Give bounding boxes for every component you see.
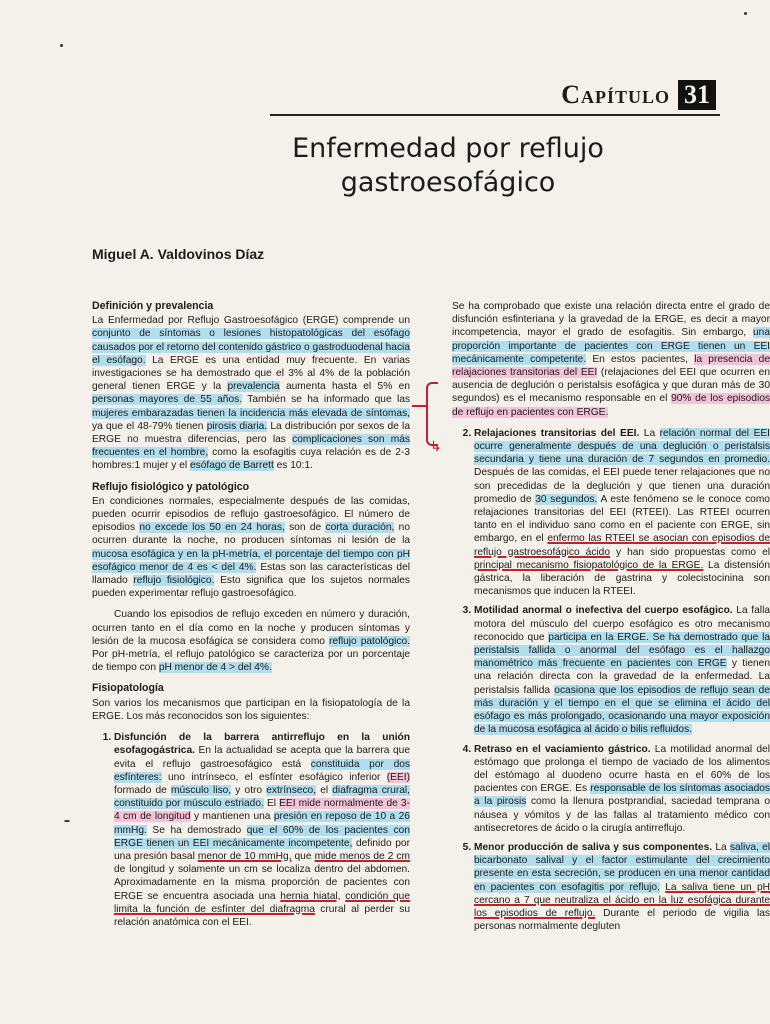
highlight: conjunto de síntomas o lesiones histopatológicas del esófago causados por el retorno del contenido gástrico o gastroduodenal hacia el esófago. — [92, 328, 410, 366]
list-item-title: Retraso en el vaciamiento gástrico. — [474, 743, 651, 755]
list-item-title: Relajaciones transitorias del EEI. — [474, 427, 640, 439]
text: y tienen una relación directa con la gravedad de la enfermedad. La peristalsis fallida — [474, 658, 770, 696]
text: A este fenómeno se le conoce como relajaciones transitorias del EEI (RTEEI). Las RTEEI ocurren tanto en el individuo sano como en el paciente con ERGE, sin embargo, en el — [474, 493, 770, 545]
underline: principal mecanismo fisiopatológico de la ERGE. — [474, 559, 704, 571]
highlight: reflujo patológico. — [328, 635, 410, 647]
underline: La saliva tiene un pH cercano a 7 que neutraliza el ácido en la luz esofágica durante los episodios de reflujo. — [474, 881, 770, 919]
highlight: participa en la ERGE. Se ha demostrado que la peristalsis fallida o anormal del esófago es el hallazgo manométrico más frecuente en pacientes con ERGE — [474, 631, 770, 670]
highlight: EEI mide normalmente de 3-4 cm de longitud — [114, 798, 410, 823]
text: La distensión gástrica, la liberación de gastrina y colecistocinina son mecanismos que inducen la RTEEI. — [474, 559, 770, 598]
paragraph-definicion — [92, 314, 410, 472]
text: intrínseco, — [191, 771, 239, 783]
text: Durante el periodo de vigilia las personas normalmente degluten — [474, 907, 770, 933]
text: formado de — [114, 784, 171, 796]
highlight: mujeres embarazadas tienen la incidencia más elevada de síntomas, — [92, 407, 410, 419]
text: uno — [161, 771, 192, 783]
mechanism-list-right — [452, 427, 770, 934]
list-item — [474, 743, 770, 835]
paragraph-reflujo-patologico — [92, 608, 410, 674]
highlight: pH menor de 4 > del 4%. — [158, 662, 272, 674]
text: Esto significa que los sujetos normales pueden experimentar reflujo gastroesofágico. — [92, 575, 410, 600]
list-item-title: Disfunción de la barrera antirreflujo en la unión esofagogástrica. — [114, 732, 410, 757]
text: ya que el 48-79% tienen — [92, 420, 207, 432]
list-item — [474, 604, 770, 736]
highlight: prevalencia — [227, 381, 280, 393]
highlight: 90% de los episodios de reflujo en pacientes con ERGE. — [452, 393, 770, 418]
highlight: músculo liso, — [170, 784, 232, 796]
author: Miguel A. Valdovinos Díaz — [92, 246, 265, 262]
chapter-title — [268, 132, 628, 200]
paragraph-reflujo-fisiologico — [92, 495, 410, 601]
highlight: esófago de Barrett — [189, 460, 274, 472]
text: La ERGE es una entidad muy frecuente. En varias investigaciones se ha demostrado que el 3% al 4% de la población general tienen ERGE y la — [92, 354, 411, 393]
text: es 10:1. — [273, 460, 313, 472]
section-heading-definicion: Definición y prevalencia — [92, 300, 214, 312]
scan-speck — [60, 44, 63, 47]
text: de longitud y solamente un cm se localiza dentro del abdomen. Aproximadamente en la misma proporción de pacientes con ERGE se encuentra asociada una — [114, 864, 410, 902]
text: En condiciones normales, especialmente después de las comidas, pueden ocurrir episodios de reflujo gastroesofágico. El número de episodios — [92, 495, 410, 534]
text: Se ha demostrado — [146, 824, 247, 836]
text: En estos pacientes, — [586, 353, 695, 365]
text: que — [291, 850, 315, 862]
highlight: 30 segundos. — [535, 493, 598, 505]
text: son de — [284, 522, 326, 534]
highlight: mucosa esofágica y en la pH-metría, el porcentaje del tiempo con pH esofágico menor de 4 es < del 4%. — [92, 548, 410, 573]
underline: mide menos de 2 cm — [314, 850, 411, 862]
highlight: presión en reposo de 10 a 26 mmHg. — [114, 811, 410, 836]
highlight: pirosis diaria. — [206, 420, 268, 432]
mechanism-list-left — [92, 731, 410, 929]
highlight: (EEI) — [386, 771, 410, 783]
scan-speck — [744, 12, 747, 15]
highlight: extrínseco, — [266, 784, 317, 796]
red-pen-bracket — [426, 382, 438, 446]
paragraph-fisiopatologia-intro: Son varios los mecanismos que participan en la fisiopatología de la ERGE. Los más reconocidos son los siguientes: — [92, 697, 410, 722]
text: como la llenura postprandial, saciedad temprana o náusea y vómitos y de las fallas al tratamiento médico con antisecretores de ácido o la cirugía antirreflujo. — [474, 796, 770, 834]
list-item-title: Motilidad anormal o inefectiva del cuerpo esofágico. — [474, 605, 733, 617]
text: La — [639, 427, 660, 439]
highlight: corta duración, — [325, 522, 395, 534]
text: (relajaciones del EEI que ocurren en ausencia de deglución o peristalsis esofágica y que duran más de 30 segundos) es el mecanismo responsable en el — [452, 367, 770, 405]
text: definido por una presión basal — [114, 837, 410, 862]
underline: hernia hiatal, — [280, 890, 341, 902]
text: Después de las comidas, el EEI puede tener relajaciones que no son precedidas de la deglución y que tienen una duración promedio de — [474, 467, 770, 505]
highlight: personas mayores de 55 años. — [92, 394, 243, 406]
highlight: saliva, el bicarbonato salival y el factor estimulante del crecimiento presente en esta secreción, se producen en una menor cantidad en pacientes con esofagitis por reflujo. — [474, 841, 770, 893]
title-line-1: Enfermedad por reflujo — [292, 133, 604, 164]
text: el esfínter esofágico inferior — [238, 771, 387, 783]
highlight: no excede los 50 en 24 horas, — [139, 522, 285, 534]
highlight: relación normal del EEI ocurre generalmente después de una deglución o peristalsis secundaria y tiene una duración de 7 segundos en promedio. — [474, 427, 770, 466]
chapter-number: 31 — [678, 80, 716, 110]
header-rule — [270, 114, 720, 116]
text: La motilidad anormal del estómago que prolonga el tiempo de vaciado de los alimentos del estómago al duodeno ocurre hasta en el 60% de los pacientes con ERGE. Es — [474, 743, 770, 795]
right-column — [452, 300, 770, 939]
text: También se ha informado que las — [242, 394, 410, 406]
underline: enfermo las RTEEI se asocian con episodios de reflujo gastroesofágico ácido — [474, 533, 770, 558]
text: La distribución por sexos de la ERGE no muestra diferencias, pero las — [92, 420, 410, 446]
text: La — [712, 841, 730, 853]
highlight: diafragma crural, constituido por músculo estriado. — [114, 784, 411, 810]
text: crural al perder su relación anatómica con el EEI. — [114, 903, 410, 928]
text: el — [316, 784, 333, 796]
highlight: complicaciones son más frecuentes en el hombre, — [92, 434, 410, 459]
text: y han sido propuestas como el — [610, 546, 770, 558]
text: y otro — [231, 784, 267, 796]
underline: menor de 10 mmHg, — [197, 850, 292, 862]
text: La falla motora del músculo del cuerpo esofágico es otro mecanismo reconocido que — [474, 605, 770, 643]
highlight: la presencia de relajaciones transitorias del EEI — [452, 353, 770, 379]
list-item — [474, 841, 770, 933]
text: Estas son las características del llamado — [92, 561, 411, 587]
red-pen-arrow-icon: ↳ — [430, 438, 442, 454]
text: La Enfermedad por Reflujo Gastroesofágico (ERGE) comprende un — [92, 315, 410, 327]
chapter-header — [561, 80, 716, 110]
list-item-title: Menor producción de saliva y sus componentes. — [474, 841, 713, 853]
highlight: responsable de los síntomas asociados a la pirosis — [474, 783, 770, 808]
text: Por pH-metría, el reflujo patológico se caracteriza por un porcentaje de tiempo con — [92, 649, 410, 674]
text: Se ha comprobado que existe una relación directa entre el grado de disfunción esfinteriana y la gravedad de la ERGE, es decir a mayor incompetencia, mayor el grado de esofagitis. Sin embargo, — [452, 301, 770, 339]
highlight: una proporción importante de pacientes con ERGE tienen un EEI mecánicamente competente. — [452, 327, 770, 365]
text: aumenta hasta el 5% en — [279, 381, 410, 393]
text: y mantienen una — [190, 811, 274, 823]
text: En la actualidad se acepta que la barrera que evita el reflujo gastroesofágico está — [114, 745, 410, 770]
list-item — [474, 427, 770, 599]
title-line-2: gastroesofágico — [340, 167, 556, 198]
chapter-label: Capítulo — [561, 80, 670, 109]
text: Cuando los episodios de reflujo exceden en número y duración, ocurren tanto en el día como en la noche y producen síntomas y lesión de la mucosa esofágica se considera como — [92, 609, 410, 647]
highlight: ocasiona que los episodios de reflujo sean de más duración y el tiempo en el que se elimina el ácido del esófago es más prolongado, ocasionando una mayor exposición de la mucosa esofágica al ácido o bilis refluidos. — [474, 684, 770, 736]
highlight: reflujo fisiológico. — [133, 575, 215, 587]
text: no ocurren durante la noche, no producen síntomas ni lesión de la — [92, 522, 410, 547]
text: como la esofagitis cuya relación es de 2-3 hombres:1 mujer y el — [92, 447, 410, 472]
text: El — [263, 798, 280, 810]
red-pen-tick — [412, 405, 426, 407]
highlight: que el 60% de los pacientes con ERGE tienen un EEI mecánicamente incompetente, — [114, 824, 410, 849]
left-column — [92, 300, 410, 935]
list-item — [114, 731, 410, 929]
highlight: constituida por dos esfínteres: — [114, 758, 410, 783]
paragraph-disfuncion-continuacion — [452, 300, 770, 419]
scan-speck — [64, 820, 70, 822]
underline: condición que limita la función de esfínter del diafragma — [114, 890, 410, 915]
section-heading-fisiopatologia: Fisiopatología — [92, 682, 164, 695]
section-heading-reflujo: Reflujo fisiológico y patológico — [92, 480, 250, 493]
